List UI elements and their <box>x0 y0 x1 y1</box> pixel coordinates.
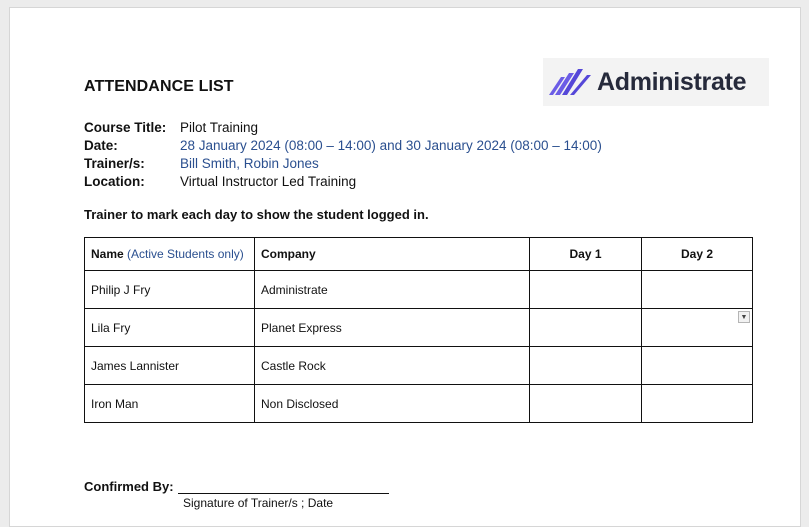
signature-caption: Signature of Trainer/s ; Date <box>183 496 334 510</box>
day-1-cell[interactable] <box>530 385 642 423</box>
day-1-cell[interactable] <box>530 271 642 309</box>
confirmed-by <box>84 479 389 494</box>
student-company: Castle Rock <box>255 347 530 385</box>
day-2-cell[interactable] <box>642 309 753 347</box>
logo-wordmark: Administrate <box>597 67 747 96</box>
location-row <box>84 172 602 190</box>
location-value: Virtual Instructor Led Training <box>180 173 357 189</box>
header-day-1: Day 1 <box>530 238 642 271</box>
course-details <box>84 118 602 190</box>
trainer-instruction: Trainer to mark each day to show the student logged in. <box>84 207 429 222</box>
table-header-row <box>85 238 753 271</box>
administrate-logo-icon <box>549 69 593 95</box>
date-value: 28 January 2024 (08:00 – 14:00) and 30 January 2024 (08:00 – 14:00) <box>180 137 602 153</box>
student-company: Planet Express <box>255 309 530 347</box>
document-title: ATTENDANCE LIST <box>84 78 234 95</box>
attendance-table <box>84 237 753 423</box>
course-title-value: Pilot Training <box>180 119 259 135</box>
header-company: Company <box>255 238 530 271</box>
trainer-value: Bill Smith, Robin Jones <box>180 155 319 171</box>
trainer-label: Trainer/s: <box>84 155 145 171</box>
student-name: James Lannister <box>85 347 255 385</box>
day-1-cell[interactable] <box>530 347 642 385</box>
student-company: Administrate <box>255 271 530 309</box>
chevron-down-icon[interactable]: ▼ <box>738 311 750 323</box>
day-2-cell[interactable] <box>642 271 753 309</box>
administrate-logo <box>543 58 769 106</box>
document-page <box>9 7 801 527</box>
day-1-cell[interactable] <box>530 309 642 347</box>
course-title-row <box>84 118 602 136</box>
table-row <box>85 347 753 385</box>
date-row <box>84 136 602 154</box>
table-row <box>85 271 753 309</box>
header-name-label: Name <box>91 247 124 261</box>
day-2-cell[interactable] <box>642 385 753 423</box>
confirmed-by-label: Confirmed By: <box>84 479 174 494</box>
location-label: Location: <box>84 173 145 189</box>
day-2-cell[interactable] <box>642 347 753 385</box>
student-name: Iron Man <box>85 385 255 423</box>
trainer-row <box>84 154 602 172</box>
table-row <box>85 385 753 423</box>
table-row <box>85 309 753 347</box>
header-day-2: Day 2 <box>642 238 753 271</box>
date-label: Date: <box>84 137 118 153</box>
student-name: Philip J Fry <box>85 271 255 309</box>
student-company: Non Disclosed <box>255 385 530 423</box>
signature-line[interactable] <box>178 480 389 494</box>
student-name: Lila Fry <box>85 309 255 347</box>
header-name <box>85 238 255 271</box>
course-title-label: Course Title: <box>84 119 167 135</box>
header-name-note: (Active Students only) <box>127 247 244 261</box>
